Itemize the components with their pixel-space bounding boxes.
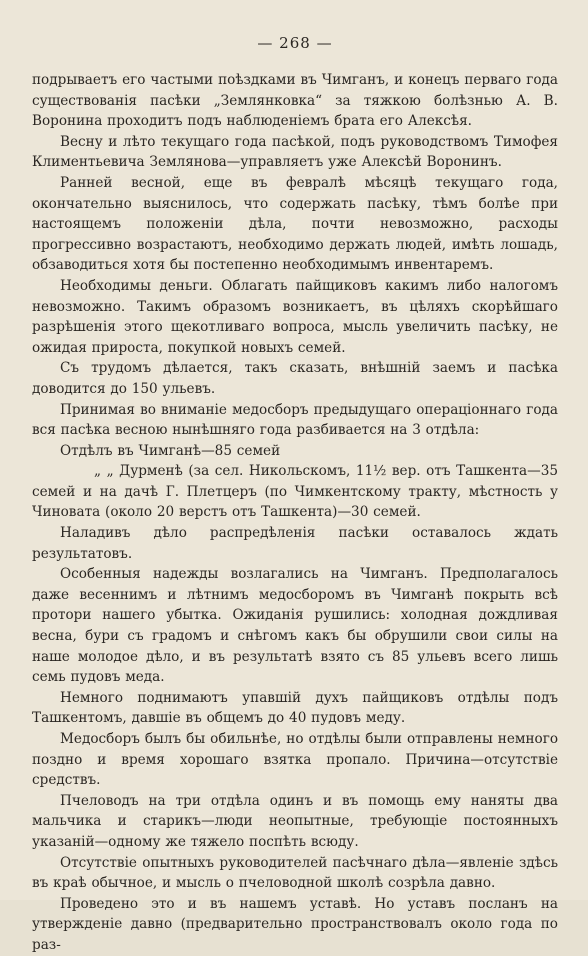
paragraph: подрываетъ его частыми поѣздками въ Чимганъ, и конецъ перваго года существованія пасѣки „Землянковка“ за тяжкою болѣзнью А. В. Воронина проходитъ подъ наблюденіемъ брата его Алексѣя. [32,72,558,130]
paragraph: „ „ Дурменѣ (за сел. Никольскомъ, 11½ вер. отъ Ташкента—35 семей и на дачѣ Г. Плетцеръ (по Чимкентскому тракту, мѣстность у Чиновата (около 20 верстъ отъ Ташкента)—30 семей. [32,463,558,521]
paragraph: Медосборъ былъ бы обильнѣе, но отдѣлы были отправлены немного поздно и время хорошаго взятка пропало. Причина—отсутствіе средствъ. [32,731,558,789]
paragraph: Проведено это и въ нашемъ уставѣ. Но уставъ посланъ на утвержденіе давно (предварительно пространствовалъ около года по раз- [32,895,558,953]
paragraph: Ранней весной, еще въ февралѣ мѣсяцѣ текущаго года, окончательно выяснилось, что содержать пасѣку, тѣмъ болѣе при настоящемъ положеніи дѣла, почти невозможно, расходы прогрессивно возрастаютъ, необходимо держать людей, имѣть лошадь, обзаводиться хотя бы постепенно необходимымъ инвентаремъ. [32,174,558,274]
paragraph: Необходимы деньги. Облагать пайщиковъ какимъ либо налогомъ невозможно. Такимъ образомъ возникаетъ, въ цѣляхъ скорѣйшаго разрѣшенія этого щекотливаго вопроса, мысль увеличить пасѣку, не ожидая прироста, покупкой новыхъ семей. [32,277,558,356]
paragraph: Наладивъ дѣло распредѣленія пасѣки оставалось ждать результатовъ. [32,525,558,562]
paragraph: Принимая во вниманіе медосборъ предыдущаго операціоннаго года вся пасѣка весною нынѣшняго года разбивается на 3 отдѣла: [32,401,558,439]
paragraph: Отдѣлъ въ Чимганѣ—85 семей [60,442,281,459]
paragraph: Съ трудомъ дѣлается, такъ сказать, внѣшній заемъ и пасѣка доводится до 150 ульевъ. [32,360,558,397]
paragraph: Отсутствіе опытныхъ руководителей пасѣчнаго дѣла—явленіе здѣсь въ краѣ обычное, и мысль о пчеловодной школѣ созрѣла давно. [32,854,558,892]
paragraph: Немного поднимаютъ упавшій духъ пайщиковъ отдѣлы подъ Ташкентомъ, давшіе въ общемъ до 40 пудовъ меду. [32,689,558,727]
paragraph: Весну и лѣто текущаго года пасѣкой, подъ руководствомъ Тимофея Климентьевича Землянова—управляетъ уже Алексѣй Воронинъ. [32,133,558,171]
paragraph: Особенныя надежды возлагались на Чимганъ. Предполагалось даже весеннимъ и лѣтнимъ медосборомъ въ Чимганѣ покрыть всѣ протори нашего убытка. Ожиданія рушились: холодная дождливая весна, бури съ градомъ и снѣгомъ какъ бы обрушили свои силы на наше молодое дѣло, и въ результатѣ взято съ 85 ульевъ всего лишь семь пудовъ меда. [32,566,558,686]
paragraph: Пчеловодъ на три отдѣла одинъ и въ помощь ему наняты два мальчика и старикъ—люди неопытные, требующіе постоянныхъ указаній—одному же тяжело поспѣть всюду. [32,792,558,850]
page-number: — 268 — [257,34,333,52]
